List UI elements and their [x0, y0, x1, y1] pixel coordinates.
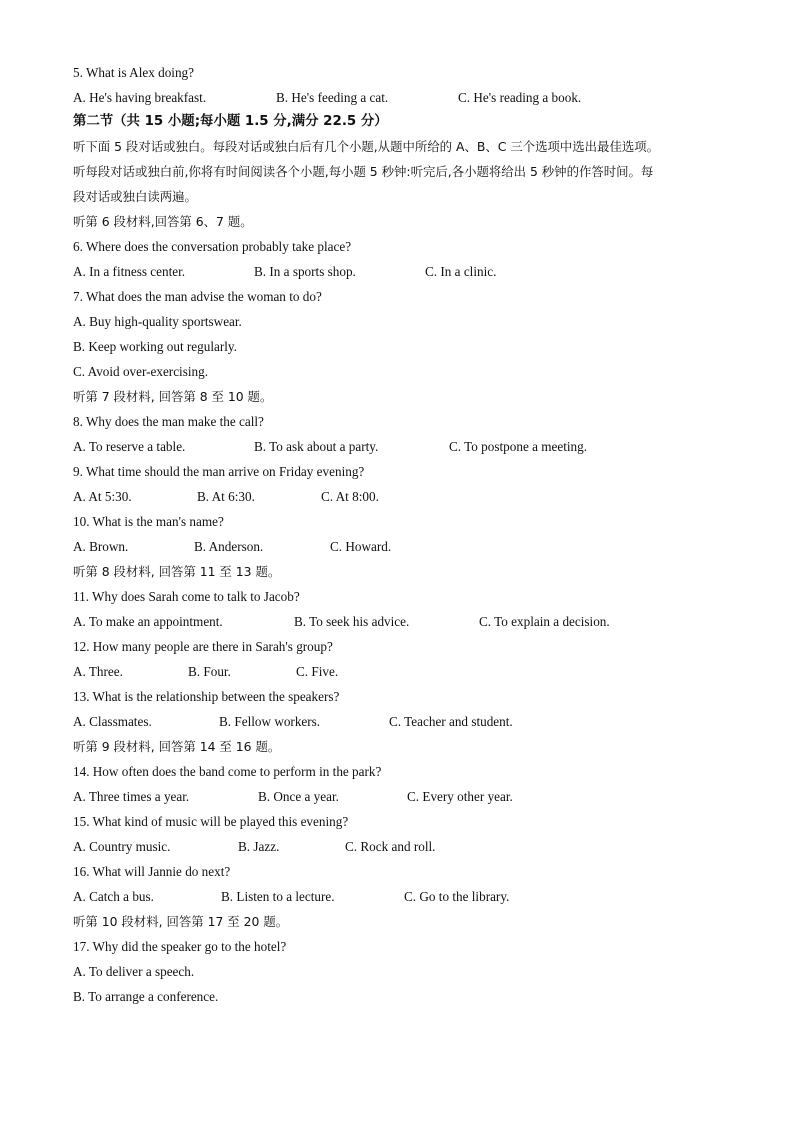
- option-a: A. Country music.: [73, 839, 171, 854]
- question-15: 15. What kind of music will be played this evening?: [73, 814, 349, 829]
- option-c: C. Every other year.: [407, 789, 513, 804]
- question-7: 7. What does the man advise the woman to do?: [73, 289, 322, 304]
- option-b: B. Jazz.: [238, 839, 280, 854]
- material-7-header: 听第 7 段材料, 回答第 8 至 10 题。: [73, 389, 273, 404]
- section-heading: 第二节（共 15 小题;每小题 1.5 分,满分 22.5 分）: [73, 114, 388, 129]
- material-10-header: 听第 10 段材料, 回答第 17 至 20 题。: [73, 914, 289, 929]
- question-13: 13. What is the relationship between the speakers?: [73, 689, 340, 704]
- option-c: C. At 8:00.: [321, 489, 379, 504]
- option-b: B. Anderson.: [194, 539, 264, 554]
- option-b: B. Once a year.: [258, 789, 339, 804]
- question-5: 5. What is Alex doing?: [73, 65, 194, 80]
- question-14: 14. How often does the band come to perform in the park?: [73, 764, 382, 779]
- instructions-line-1: 听下面 5 段对话或独白。每段对话或独白后有几个小题,从题中所给的 A、B、C 三个选项中选出最佳选项。: [73, 139, 660, 154]
- option-b: B. To arrange a conference.: [73, 989, 219, 1004]
- option-c: C. Teacher and student.: [389, 714, 513, 729]
- option-a: A. Catch a bus.: [73, 889, 154, 904]
- option-a: A. Buy high-quality sportswear.: [73, 314, 242, 329]
- option-a: A. To deliver a speech.: [73, 964, 195, 979]
- option-b: B. At 6:30.: [197, 489, 255, 504]
- material-9-header: 听第 9 段材料, 回答第 14 至 16 题。: [73, 739, 281, 754]
- option-a: A. He's having breakfast.: [73, 90, 207, 105]
- option-c: C. Avoid over-exercising.: [73, 364, 208, 379]
- option-b: B. In a sports shop.: [254, 264, 356, 279]
- question-9: 9. What time should the man arrive on Friday evening?: [73, 464, 365, 479]
- option-a: A. To reserve a table.: [73, 439, 186, 454]
- option-c: C. Go to the library.: [404, 889, 510, 904]
- option-a: A. Classmates.: [73, 714, 152, 729]
- option-c: C. Rock and roll.: [345, 839, 436, 854]
- option-a: A. To make an appointment.: [73, 614, 223, 629]
- option-b: B. To ask about a party.: [254, 439, 379, 454]
- option-c: C. Five.: [296, 664, 339, 679]
- option-a: A. At 5:30.: [73, 489, 132, 504]
- material-6-header: 听第 6 段材料,回答第 6、7 题。: [73, 214, 253, 229]
- option-a: A. Three times a year.: [73, 789, 190, 804]
- option-b: B. He's feeding a cat.: [276, 90, 389, 105]
- option-a: A. In a fitness center.: [73, 264, 186, 279]
- question-8: 8. Why does the man make the call?: [73, 414, 264, 429]
- question-12: 12. How many people are there in Sarah's group?: [73, 639, 333, 654]
- question-11: 11. Why does Sarah come to talk to Jacob?: [73, 589, 300, 604]
- option-a: A. Brown.: [73, 539, 129, 554]
- option-a: A. Three.: [73, 664, 123, 679]
- option-c: C. Howard.: [330, 539, 392, 554]
- option-b: B. Four.: [188, 664, 231, 679]
- question-17: 17. Why did the speaker go to the hotel?: [73, 939, 287, 954]
- question-6: 6. Where does the conversation probably take place?: [73, 239, 352, 254]
- option-b: B. Fellow workers.: [219, 714, 321, 729]
- option-c: C. To explain a decision.: [479, 614, 610, 629]
- question-10: 10. What is the man's name?: [73, 514, 224, 529]
- instructions-line-3: 段对话或独白读两遍。: [73, 189, 197, 204]
- instructions-line-2: 听每段对话或独白前,你将有时间阅读各个小题,每小题 5 秒钟:听完后,各小题将给出 5 秒钟的作答时间。每: [73, 164, 654, 179]
- option-b: B. Keep working out regularly.: [73, 339, 237, 354]
- option-b: B. Listen to a lecture.: [221, 889, 335, 904]
- option-c: C. In a clinic.: [425, 264, 497, 279]
- option-c: C. He's reading a book.: [458, 90, 582, 105]
- option-b: B. To seek his advice.: [294, 614, 410, 629]
- material-8-header: 听第 8 段材料, 回答第 11 至 13 题。: [73, 564, 281, 579]
- option-c: C. To postpone a meeting.: [449, 439, 588, 454]
- question-16: 16. What will Jannie do next?: [73, 864, 231, 879]
